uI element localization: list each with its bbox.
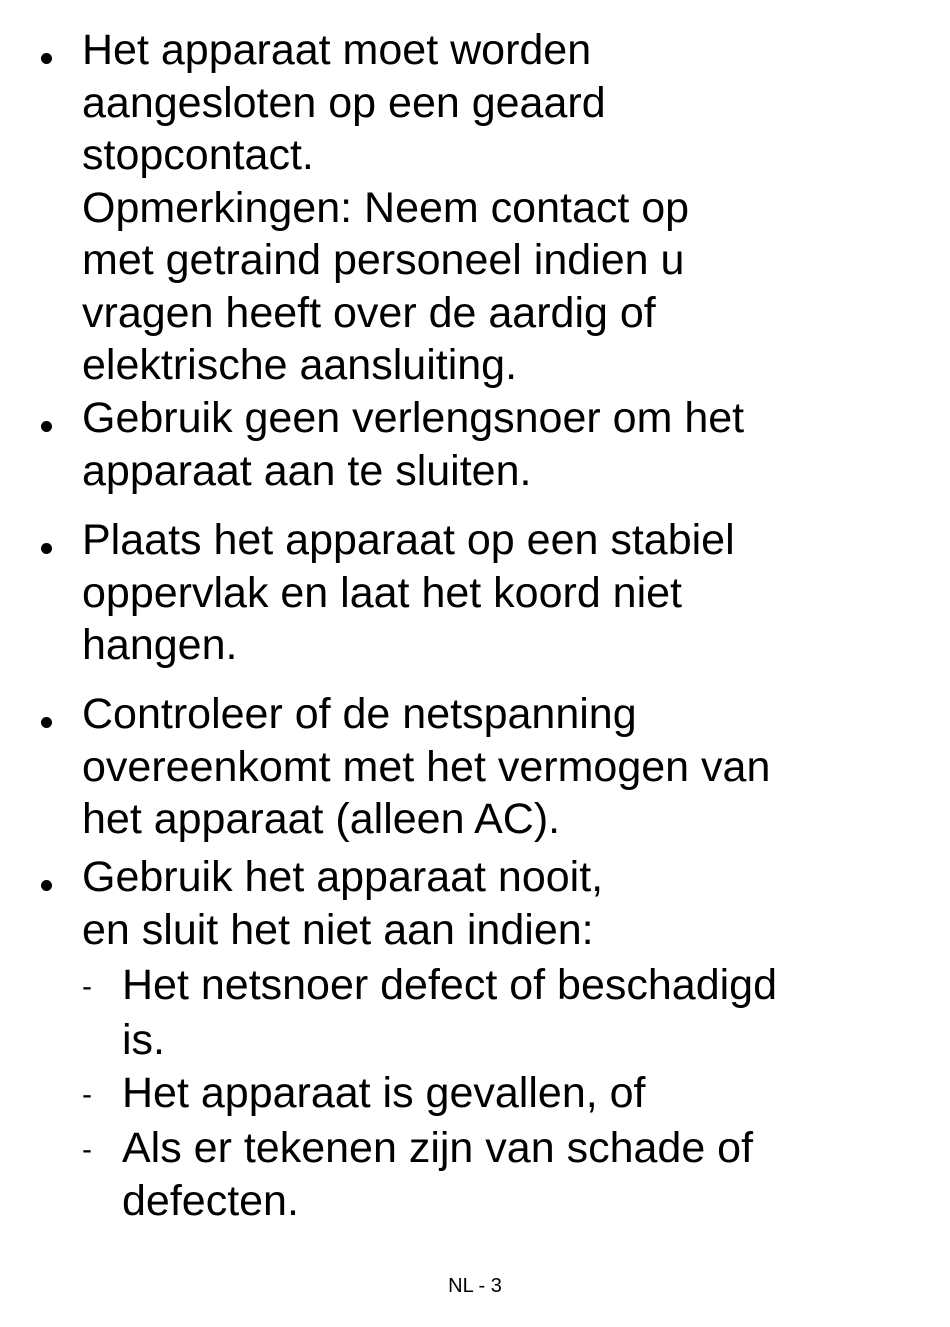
sub-list-item-text-continued: is. [122, 1016, 165, 1064]
sub-list-item-text: Het apparaat is gevallen, of [122, 1069, 646, 1117]
bullet-dot-icon [41, 543, 52, 554]
sub-list-item-text-continued: defecten. [122, 1177, 299, 1225]
sub-list-item-text: Het netsnoer defect of beschadigd [122, 961, 777, 1009]
bullet-dot-icon [41, 53, 52, 64]
list-item-text: Het apparaat moet worden aangesloten op een geaard stopcontact. Opmerkingen: Neem contact op met getraind personeel indien u vragen heeft over de aardig of elektrische aansluiting. [82, 26, 690, 389]
bullet-dot-icon [41, 717, 52, 728]
bullet-dot-icon [41, 421, 52, 432]
dash-marker: - [82, 1078, 92, 1111]
page-number: NL - 3 [448, 1275, 502, 1297]
list-item-text: Gebruik het apparaat nooit, en sluit het niet aan indien: [82, 853, 604, 954]
bullet-dot-icon [41, 880, 52, 891]
list-item-text: Controleer of de netspanning overeenkomt met het vermogen van het apparaat (alleen AC). [82, 690, 771, 843]
dash-marker: - [82, 1133, 92, 1166]
list-item-text: Gebruik geen verlengsnoer om het apparaat aan te sluiten. [82, 394, 745, 495]
list-item-text: Plaats het apparaat op een stabiel oppervlak en laat het koord niet hangen. [82, 516, 735, 669]
dash-marker: - [82, 970, 92, 1003]
sub-list-item-text: Als er tekenen zijn van schade of [122, 1124, 754, 1172]
